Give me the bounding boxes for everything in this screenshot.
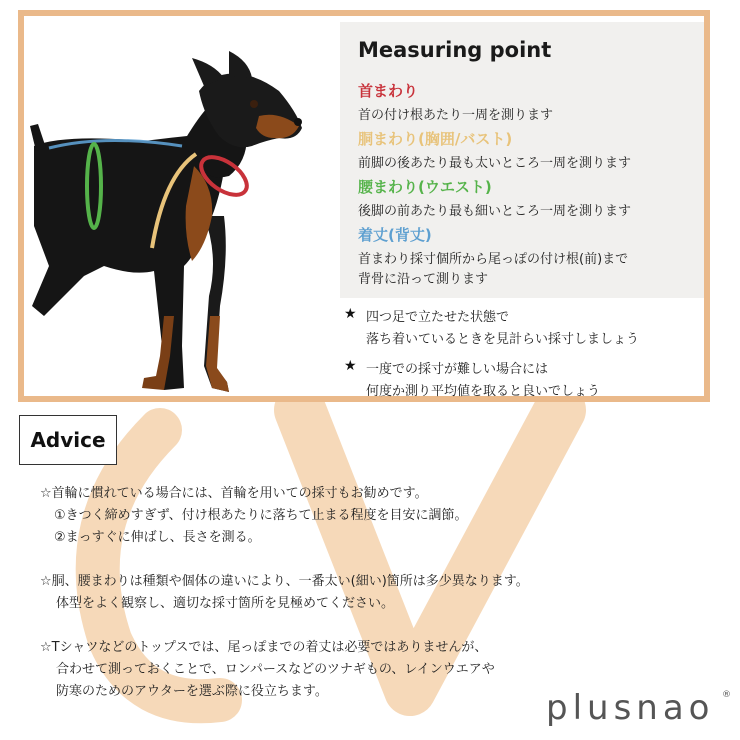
note-star: ★ — [344, 358, 357, 374]
dog-illustration — [24, 16, 339, 396]
waist-desc: 後脚の前あたり最も細いところ一周を測ります — [358, 204, 632, 219]
advice-line: ☆首輪に慣れている場合には、首輪を用いての採寸もお勧めです。 — [40, 486, 428, 501]
dog-body — [30, 51, 302, 392]
note-2-line2: 何度か測り平均値を取ると良いでしょう — [366, 384, 601, 399]
advice-line: ☆胴、腰まわりは種類や個体の違いにより、一番太い(細い)箇所は多少異なります。 — [40, 574, 529, 589]
chest-label: 胴まわり(胸囲/バスト) — [358, 130, 513, 148]
note-1-line1: 四つ足で立たせた状態で — [366, 310, 510, 325]
advice-box — [19, 415, 117, 465]
chest-desc: 前脚の後あたり最も太いところ一周を測ります — [358, 156, 632, 171]
waist-label: 腰まわり(ウエスト) — [358, 178, 492, 196]
note-2-line1: 一度での採寸が難しい場合には — [366, 362, 549, 377]
length-label: 着丈(背丈) — [358, 226, 432, 244]
neck-desc: 首の付け根あたり一周を測ります — [358, 108, 554, 123]
measuring-panel — [340, 22, 704, 298]
advice-line: 体型をよく観察し、適切な採寸箇所を見極めてください。 — [56, 596, 395, 611]
neck-label: 首まわり — [358, 82, 419, 100]
registered-mark: ® — [722, 690, 731, 700]
advice-label: Advice — [30, 428, 106, 452]
advice-line: ②まっすぐに伸ばし、長さを測る。 — [54, 530, 261, 545]
note-1-line2: 落ち着いているときを見計らい採寸しましょう — [366, 332, 640, 347]
length-desc-line2: 背骨に沿って測ります — [358, 272, 489, 287]
measuring-frame — [18, 10, 710, 402]
advice-line: 防寒のためのアウターを選ぶ際に役立ちます。 — [56, 684, 328, 699]
length-desc-line1: 首まわり採寸個所から尾っぽの付け根(前)まで — [358, 252, 629, 267]
advice-line: ①きつく締めすぎず、付け根あたりに落ちて止まる程度を目安に調節。 — [54, 508, 468, 523]
brand-logo: plusnao — [546, 688, 715, 728]
advice-line: ☆Tシャツなどのトップスでは、尾っぽまでの着丈は必要ではありませんが、 — [40, 640, 488, 655]
note-star: ★ — [344, 306, 357, 322]
advice-line: 合わせて測っておくことで、ロンパースなどのツナギもの、レインウエアや — [56, 662, 495, 677]
measuring-title: Measuring point — [358, 38, 552, 62]
